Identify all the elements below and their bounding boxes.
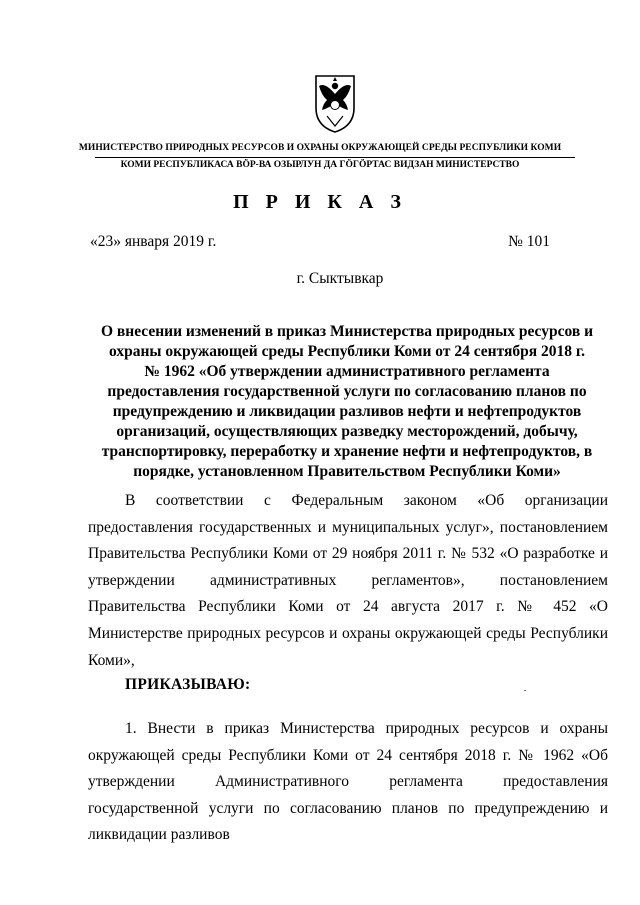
document-title: П Р И К А З — [233, 191, 407, 213]
scan-speck — [524, 690, 526, 691]
item-1-paragraph: 1. Внести в приказ Министерства природных ресурсов и охраны окружающей среды Республики Коми от 24 сентября 2018 г. № 1962 «Об утверждении Административного регламента предоставления государственной услуги по согласованию планов по предупреждению и ликвидации разливов — [88, 720, 608, 844]
document-number: № 101 — [508, 233, 550, 250]
preamble-paragraph: В соответствии с Федеральным законом «Об организации предоставления государственных и муниципальных услуг», постановлением Правительства Республики Коми от 29 ноября 2011 г. № 532 «О разработке и утверждении административных регламентов», постановлением Правительства Республики Коми от 24 августа 2017 г. № 452 «О Министерстве природных ресурсов и охраны окружающей среды Республики Коми», — [88, 492, 608, 669]
document-heading: О внесении изменений в приказ Министерства природных ресурсов и охраны окружающей среды Республики Коми от 24 сентября 2018 г. № 1962 «Об утверждении административного регламента предоставления государственной услуги по согласованию планов по предупреждению и ликвидации разливов нефти и нефтепродуктов организаций, осуществляющих разведку месторождений, добычу, транспортировку, переработку и хранение нефти и нефтепродуктов, в порядке, установленном Правительством Республики Коми» — [100, 323, 593, 480]
document-date: «23» января 2019 г. — [90, 233, 217, 250]
ministry-name-russian: МИНИСТЕРСТВО ПРИРОДНЫХ РЕСУРСОВ И ОХРАНЫ ОКРУЖАЮЩЕЙ СРЕДЫ РЕСПУБЛИКИ КОМИ — [78, 143, 562, 153]
document-city: г. Сыктывкар — [296, 270, 384, 287]
komi-coat-of-arms-icon — [313, 72, 357, 134]
order-word: ПРИКАЗЫВАЮ: — [125, 676, 251, 693]
ministry-name-komi: КОМИ РЕСПУБЛИКАСА ВӦР-ВА ОЗЫРЛУН ДА ГӦГӦРТАС ВИДЗАН МИНИСТЕРСТВО — [120, 160, 520, 170]
header-divider — [95, 157, 575, 158]
